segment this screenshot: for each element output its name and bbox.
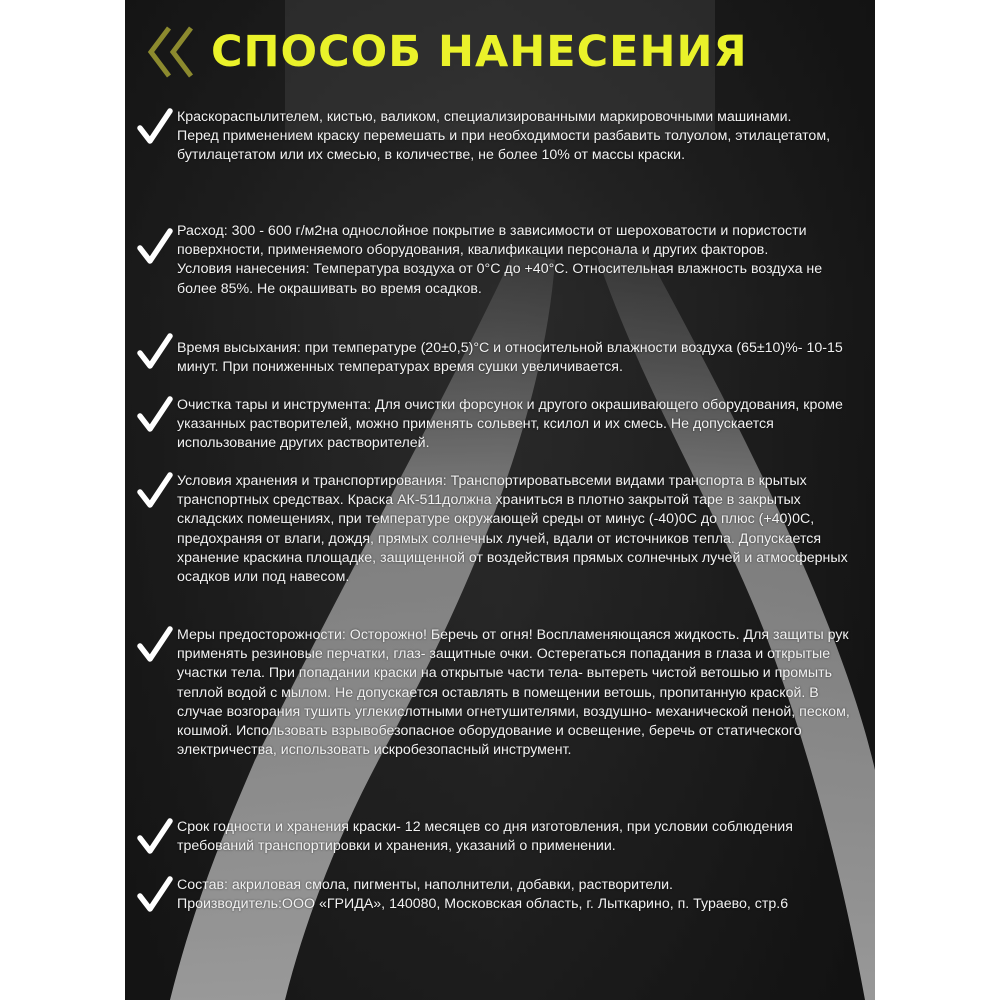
item-line: Срок годности и хранения краски- 12 месяцев со дня изготовления, при условии соблюдения требований транспортировки и хранения, указаний о применении. (177, 819, 793, 855)
checkmark-icon (137, 228, 173, 268)
item-line: Состав: акриловая смола, пигменты, наполнители, добавки, растворители. (177, 877, 673, 893)
page-title: СПОСОБ НАНЕСЕНИЯ (211, 27, 748, 77)
item-line: Расход: 300 - 600 г/м2на однослойное покрытие в зависимости от шероховатости и пористости поверхности, применяемого оборудования, квалификации персонала и других факторов. (177, 223, 807, 259)
checkmark-icon (137, 626, 173, 666)
checkmark-icon (137, 472, 173, 512)
item-text (177, 818, 857, 856)
checkmark-icon (137, 333, 173, 373)
item-text (177, 396, 857, 454)
item-line: Время высыхания: при температуре (20±0,5)°С и относительной влажности воздуха (65±10)%- 10-15 минут. При пониженных температурах время сушки увеличивается. (177, 340, 843, 376)
checkmark-icon (137, 396, 173, 436)
item-text (177, 876, 857, 914)
item-line: Меры предосторожности: Осторожно! Беречь от огня! Воспламеняющаяся жидкость. Для защиты рук применять резиновые перчатки, глаз- защитные очки. Остерегаться попадания в глаза и открытые участки тела. При попадании краски на открытые части тела- вытереть чистой ветошью и промыть теплой водой с мылом. Не допускается оставлять в помещении ветошь, пропитанную краской. В случае возгорания тушить углекислотными огнетушителями, воздушно- механической пеной, песком, кошмой. Использовать взрывобезопасное оборудование и освещение, беречь от статического электричества, использовать искробезопасный инструмент. (177, 627, 850, 759)
item-text (177, 472, 857, 587)
item-text (177, 339, 857, 377)
item-line: Условия нанесения: Температура воздуха от 0°С до +40°С. Относительная влажность воздуха не более 85%. Не окрашивать во время осадков. (177, 261, 823, 297)
item-text (177, 626, 857, 760)
item-line: Краскораспылителем, кистью, валиком, специализированными маркировочными машинами. (177, 109, 792, 125)
item-text (177, 222, 857, 299)
checkmark-icon (137, 108, 173, 148)
checkmark-icon (137, 876, 173, 916)
item-line: Производитель:ООО «ГРИДА», 140080, Московская область, г. Лыткарино, п. Тураево, стр.6 (177, 896, 789, 913)
item-line: Перед применением краску перемешать и при необходимости разбавить толуолом, этилацетатом, бутилацетатом или их смесью, в количестве, не более 10% от массы краски. (177, 128, 831, 164)
info-card (125, 0, 875, 1000)
double-chevron-left-icon (147, 24, 197, 80)
item-text (177, 108, 857, 166)
checkmark-icon (137, 818, 173, 858)
item-line: Очистка тары и инструмента: Для очистки форсунок и другого окрашивающего оборудования, кроме указанных растворителей, можно применять сольвент, ксилол и их смесь. Не допускается использование других растворителей. (177, 397, 843, 452)
header (125, 18, 875, 88)
item-line: Условия хранения и транспортирования: Транспортироватьвсеми видами транспорта в крытых транспортных средствах. Краска АК-511должна храниться в плотно закрытой таре в закрытых складских помещениях, при температуре окружающей среды от минус (-40)0С до плюс (+40)0С, предохраняя от влаги, дождя, прямых солнечных лучей, вдали от источников тепла. Допускается хранение краскина площадке, защищенной от воздействия прямых солнечных лучей и атмосферных осадков или под навесом. (177, 473, 848, 586)
